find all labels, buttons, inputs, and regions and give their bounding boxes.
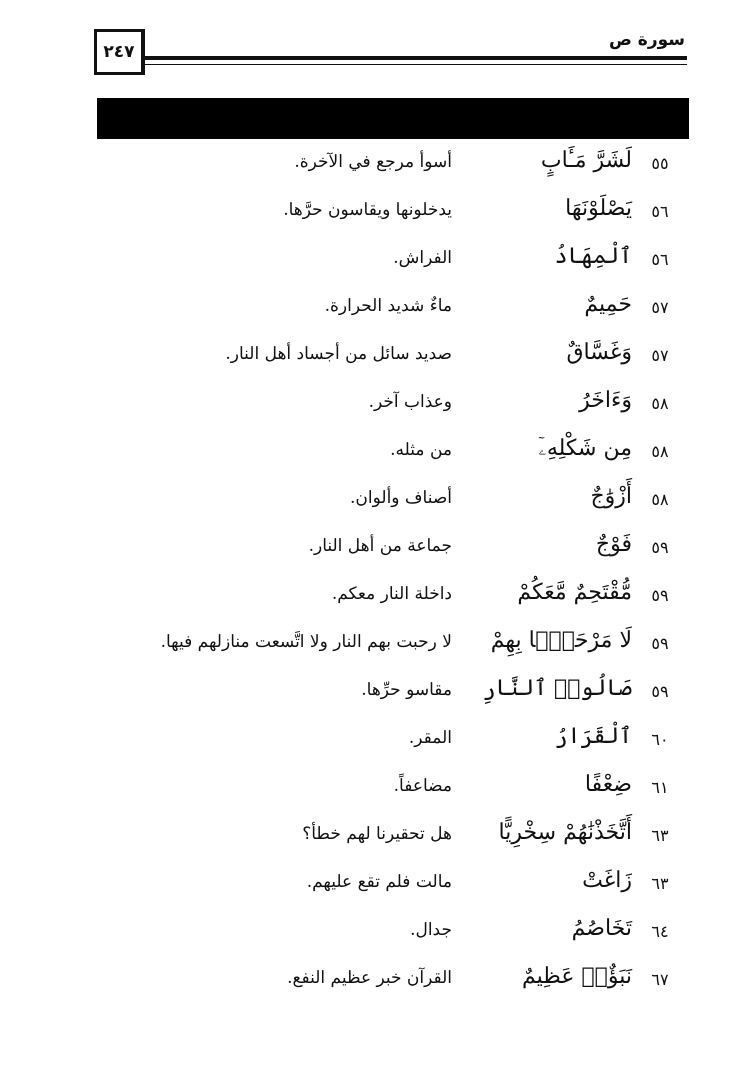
header-rule-thin bbox=[145, 64, 687, 65]
word-meaning: مالت فلم تقع عليهم. bbox=[306, 872, 452, 892]
list-item bbox=[0, 242, 755, 290]
list-item bbox=[0, 770, 755, 818]
quran-word: وَغَسَّاقٌ bbox=[566, 340, 632, 365]
verse-number: ٦٤ bbox=[651, 922, 669, 941]
verse-number: ٥٩ bbox=[651, 586, 669, 605]
list-item bbox=[0, 482, 755, 530]
word-meaning: القرآن خبر عظيم النفع. bbox=[287, 968, 452, 988]
surah-title: سورة ص bbox=[609, 30, 685, 50]
verse-number: ٥٦ bbox=[651, 250, 669, 269]
list-item bbox=[0, 194, 755, 242]
word-meaning: مقاسو حرِّها. bbox=[361, 680, 452, 700]
list-item bbox=[0, 626, 755, 674]
list-item bbox=[0, 434, 755, 482]
quran-word: ضِعْفًا bbox=[584, 772, 632, 797]
quran-word: تَخَاصُمُ bbox=[571, 916, 632, 941]
word-meaning: المقر. bbox=[408, 728, 452, 748]
verse-number: ٦٠ bbox=[651, 730, 669, 749]
vocabulary-list bbox=[0, 146, 755, 1010]
quran-word: أَتَّخَذْنَٰهُمْ سِخْرِيًّا bbox=[498, 820, 632, 845]
page-number: ٢٤٧ bbox=[103, 42, 135, 62]
verse-number: ٥٩ bbox=[651, 538, 669, 557]
list-item bbox=[0, 866, 755, 914]
verse-number: ٥٧ bbox=[651, 346, 669, 365]
quran-word: مِن شَكْلِهِۦٓ bbox=[538, 436, 632, 461]
quran-word: وَءَاخَرُ bbox=[579, 388, 632, 413]
quran-word: يَصْلَوْنَهَا bbox=[565, 196, 632, 221]
verse-number: ٥٩ bbox=[651, 682, 669, 701]
list-item bbox=[0, 818, 755, 866]
verse-number: ٦١ bbox=[651, 778, 669, 797]
quran-word: حَمِيمٌ bbox=[584, 292, 632, 317]
quran-word: فَوْجٌ bbox=[595, 532, 632, 557]
verse-number: ٥٧ bbox=[651, 298, 669, 317]
list-item bbox=[0, 530, 755, 578]
verse-number: ٥٨ bbox=[651, 394, 669, 413]
quran-word: لَا مَرْحَبًۢا بِهِمْ bbox=[490, 628, 632, 653]
verse-number: ٥٦ bbox=[651, 202, 669, 221]
verse-number: ٦٧ bbox=[651, 970, 669, 989]
verse-number: ٦٣ bbox=[651, 826, 669, 845]
quran-word: صَالُوا۟ ٱلنَّارِ bbox=[482, 676, 632, 701]
verse-number: ٥٨ bbox=[651, 490, 669, 509]
list-item bbox=[0, 914, 755, 962]
word-meaning: جماعة من أهل النار. bbox=[308, 536, 452, 556]
word-meaning: ماءٌ شديد الحرارة. bbox=[324, 296, 452, 316]
verse-number: ٥٨ bbox=[651, 442, 669, 461]
quran-word: ٱلْمِهَادُ bbox=[554, 244, 632, 269]
quran-word: أَزْوَٰجٌ bbox=[590, 484, 632, 509]
word-meaning: صديد سائل من أجساد أهل النار. bbox=[225, 344, 452, 364]
word-meaning: أصناف وألوان. bbox=[350, 488, 452, 508]
quran-word: نَبَؤٌا۟ عَظِيمٌ bbox=[522, 964, 632, 989]
word-meaning: جدال. bbox=[410, 920, 452, 940]
verse-number: ٥٩ bbox=[651, 634, 669, 653]
word-meaning: الفراش. bbox=[393, 248, 452, 268]
word-meaning: مضاعفاً. bbox=[393, 776, 452, 796]
list-item bbox=[0, 386, 755, 434]
verse-number: ٦٣ bbox=[651, 874, 669, 893]
list-item bbox=[0, 578, 755, 626]
list-item bbox=[0, 146, 755, 194]
header-rule-thick bbox=[145, 56, 687, 60]
list-item bbox=[0, 338, 755, 386]
section-header-bar bbox=[97, 98, 689, 139]
page-number-box bbox=[94, 29, 145, 75]
quran-word: ٱلْقَرَارُ bbox=[554, 724, 632, 749]
word-meaning: يدخلونها ويقاسون حرَّها. bbox=[283, 200, 452, 220]
list-item bbox=[0, 722, 755, 770]
word-meaning: وعذاب آخر. bbox=[368, 392, 452, 412]
word-meaning: هل تحقيرنا لهم خطأ؟ bbox=[302, 824, 452, 844]
verse-number: ٥٥ bbox=[651, 154, 669, 173]
word-meaning: داخلة النار معكم. bbox=[331, 584, 452, 604]
word-meaning: أسوأ مرجع في الآخرة. bbox=[294, 152, 452, 172]
list-item bbox=[0, 962, 755, 1010]
list-item bbox=[0, 674, 755, 722]
word-meaning: لا رحبت بهم النار ولا اتَّسعت منازلهم فيها. bbox=[160, 632, 452, 652]
quran-word: لَشَرَّ مَـَٔابٍ bbox=[540, 148, 632, 173]
quran-word: زَاغَتْ bbox=[582, 868, 632, 893]
list-item bbox=[0, 290, 755, 338]
word-meaning: من مثله. bbox=[390, 440, 452, 460]
quran-word: مُّقْتَحِمٌ مَّعَكُمْ bbox=[517, 580, 632, 605]
